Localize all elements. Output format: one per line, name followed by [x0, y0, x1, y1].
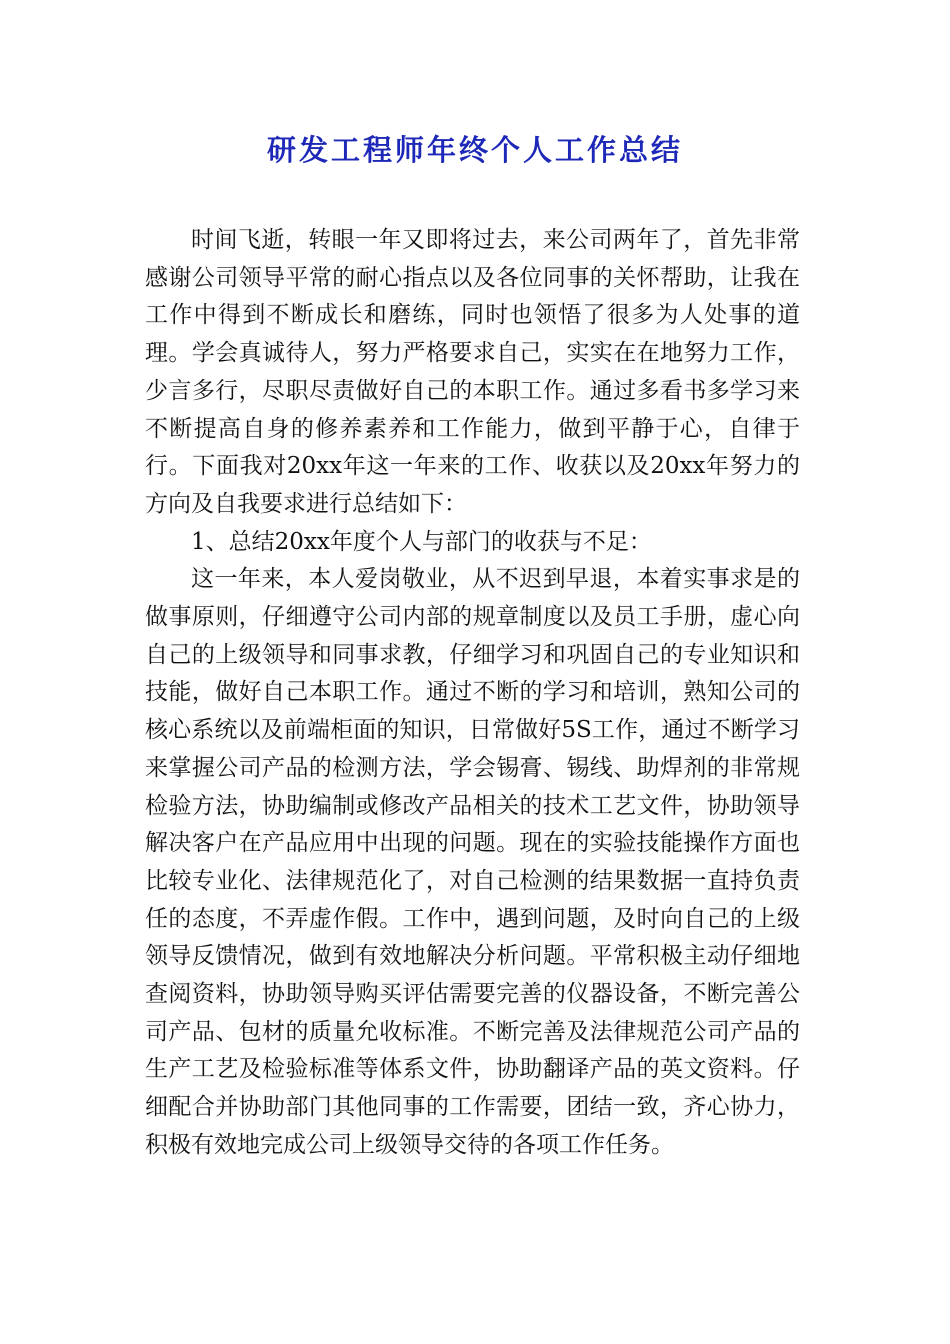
document-body: [145, 222, 800, 1165]
paragraph-section-1: 这一年来，本人爱岗敬业，从不迟到早退，本着实事求是的做事原则，仔细遵守公司内部的规章制度以及员工手册，虚心向自己的上级领导和同事求教，仔细学习和巩固自己的专业知识和技能，做好自己本职工作。通过不断的学习和培训，熟知公司的核心系统以及前端柜面的知识，日常做好5S工作，通过不断学习来掌握公司产品的检测方法，学会锡膏、锡线、助焊剂的非常规检验方法，协助编制或修改产品相关的技术工艺文件，协助领导解决客户在产品应用中出现的问题。现在的实验技能操作方面也比较专业化、法律规范化了，对自己检测的结果数据一直持负责任的态度，不弄虚作假。工作中，遇到问题，及时向自己的上级领导反馈情况，做到有效地解决分析问题。平常积极主动仔细地查阅资料，协助领导购买评估需要完善的仪器设备，不断完善公司产品、包材的质量允收标准。不断完善及法律规范公司产品的生产工艺及检验标准等体系文件，协助翻译产品的英文资料。仔细配合并协助部门其他同事的工作需要，团结一致，齐心协力，积极有效地完成公司上级领导交待的各项工作任务。: [145, 566, 800, 1158]
paragraph-intro: 时间飞逝，转眼一年又即将过去，来公司两年了，首先非常感谢公司领导平常的耐心指点以及各位同事的关怀帮助，让我在工作中得到不断成长和磨练，同时也领悟了很多为人处事的道理。学会真诚待人，努力严格要求自己，实实在在地努力工作，少言多行，尽职尽责做好自己的本职工作。通过多看书多学习来不断提高自身的修养素养和工作能力，做到平静于心，自律于行。下面我对20xx年这一年来的工作、收获以及20xx年努力的方向及自我要求进行总结如下：: [145, 227, 800, 517]
document-title: 研发工程师年终个人工作总结: [266, 133, 683, 167]
section-heading-1: 1、总结20xx年度个人与部门的收获与不足：: [191, 528, 652, 555]
